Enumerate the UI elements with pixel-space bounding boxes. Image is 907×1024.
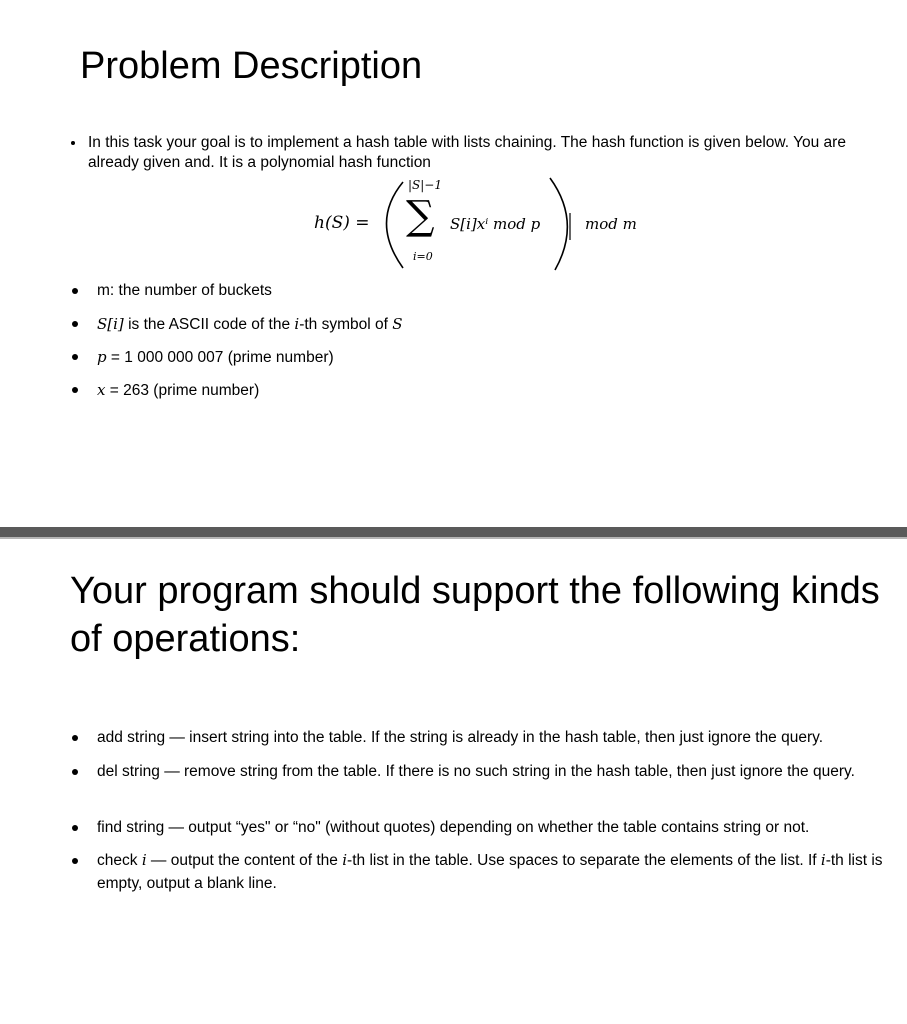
bullet-dot [72, 858, 78, 864]
sum-upper-limit: |S|−1 [408, 178, 442, 192]
op-text: -th list in the table. Use spaces to separate the elements of the list. If [347, 852, 821, 869]
list-item [97, 380, 259, 401]
sigma-symbol: ∑ [406, 193, 435, 239]
intro-paragraph: In this task your goal is to implement a hash table with lists chaining. The hash function is given below. You are already given and. It is a polynomial hash function [88, 134, 846, 171]
section-divider [0, 527, 907, 537]
bullet-dot [72, 825, 78, 831]
list-item: del string — remove string from the table. If there is no such string in the hash table, then just ignore the query. [97, 763, 855, 780]
operations-heading: Your program should support the following kinds of operations: [70, 570, 880, 660]
variable-symbol: i [294, 315, 300, 333]
variable-description: -th symbol of [299, 316, 393, 333]
variable-symbol: p [97, 348, 107, 366]
op-text: -th list is empty, output a blank line. [97, 852, 883, 892]
bullet-dot [71, 141, 75, 145]
bullet-dot [72, 735, 78, 741]
sum-term: S[i]xⁱ mod p [450, 215, 541, 233]
outer-mod: mod m [585, 215, 637, 233]
hash-formula [300, 170, 660, 275]
bullet-dot [72, 769, 78, 775]
op-symbol: i [342, 851, 348, 869]
variable-symbol: S[i] [97, 315, 124, 333]
list-item: find string — output “yes" or “no" (without quotes) depending on whether the table contains string or not. [97, 819, 810, 836]
bullet-dot [72, 288, 78, 294]
sum-lower-limit: i=0 [413, 250, 433, 263]
variable-symbol: S [392, 315, 403, 333]
bullet-dot [72, 387, 78, 393]
op-text: — output the content of the [146, 852, 343, 869]
formula-lhs: h(S) = [314, 213, 370, 233]
list-item [97, 849, 887, 895]
variable-symbol: m [97, 282, 110, 299]
list-item [97, 347, 334, 368]
variable-description: = 1 000 000 007 (prime number) [106, 349, 334, 366]
op-symbol: i [820, 851, 826, 869]
page-title: Problem Description [80, 45, 423, 87]
op-symbol: i [141, 851, 147, 869]
variable-description: : the number of buckets [109, 282, 272, 299]
variable-description: = 263 (prime number) [105, 382, 260, 399]
section-divider-shadow [0, 537, 907, 539]
list-item [97, 281, 272, 301]
bullet-dot [72, 321, 78, 327]
list-item [97, 314, 403, 335]
bullet-dot [72, 354, 78, 360]
list-item: add string — insert string into the table. If the string is already in the hash table, then just ignore the query. [97, 729, 824, 746]
variable-description: is the ASCII code of the [123, 316, 295, 333]
variable-symbol: x [97, 381, 106, 399]
op-text: check [97, 852, 142, 869]
